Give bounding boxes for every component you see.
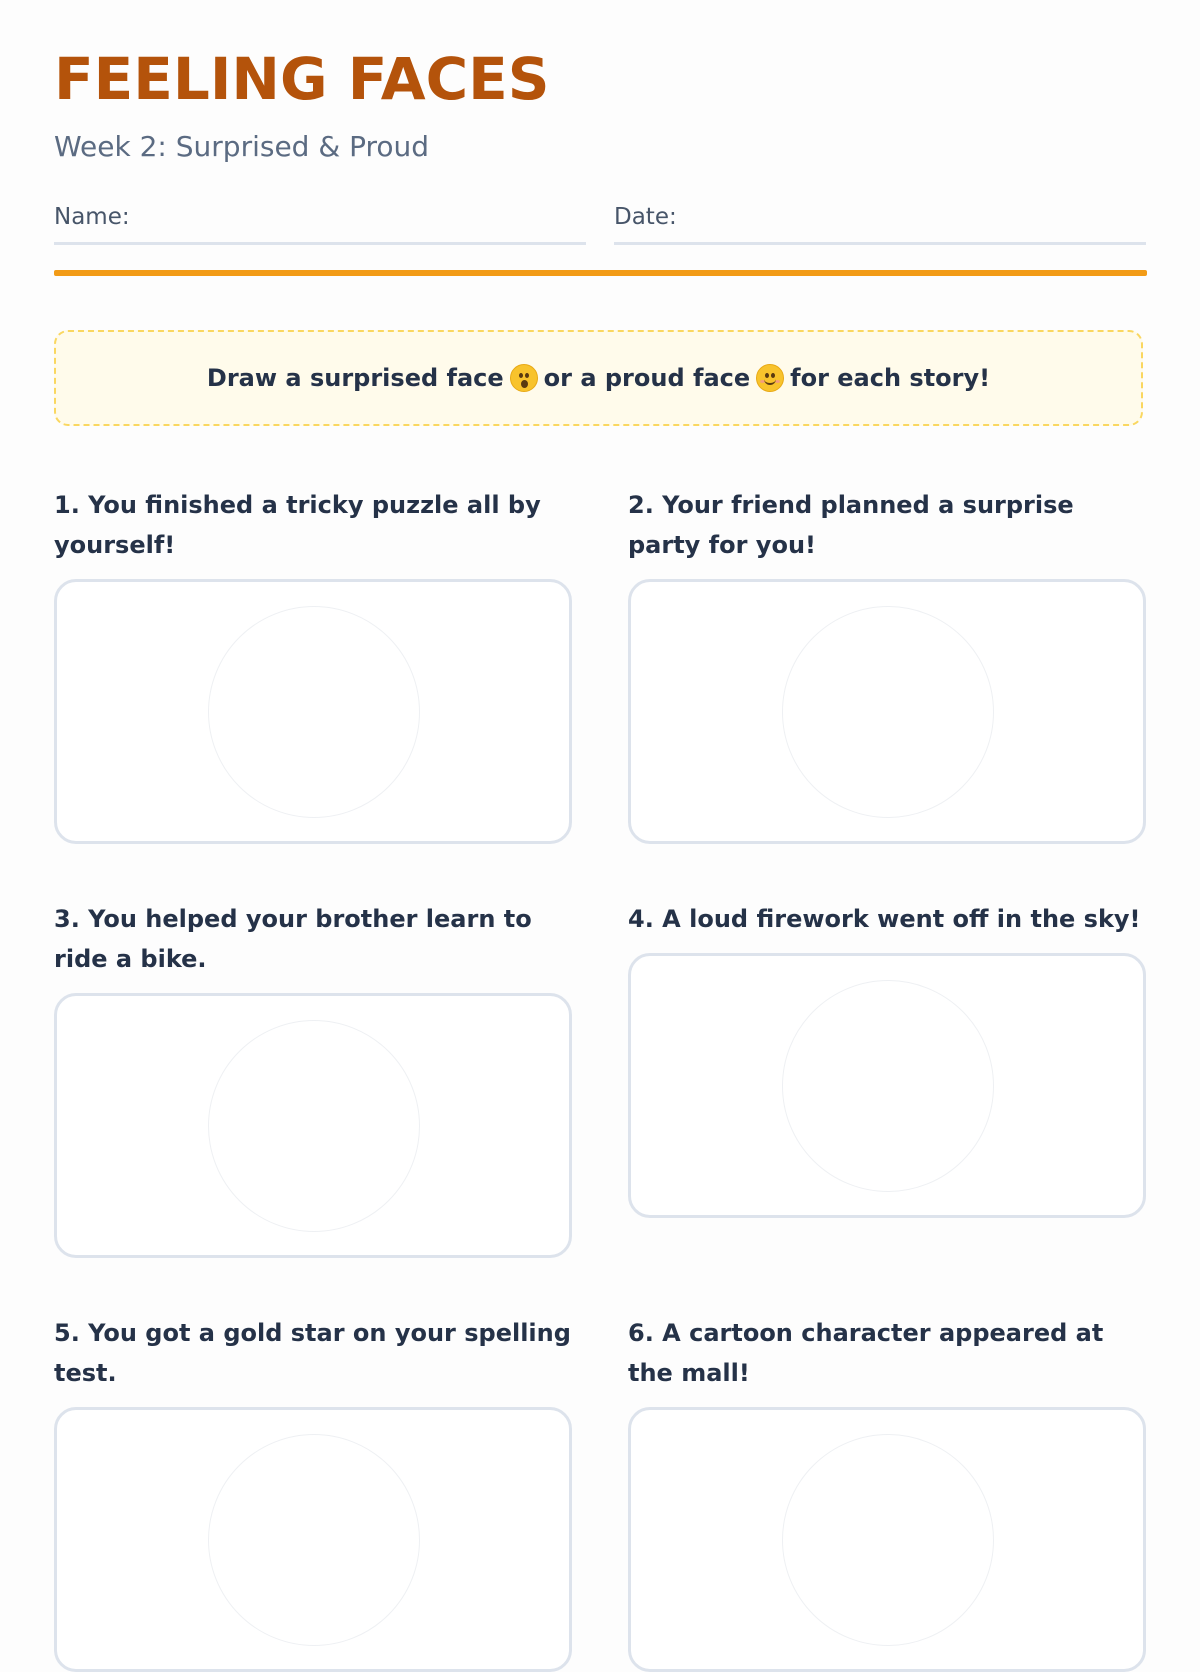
face-guide-circle bbox=[208, 1434, 420, 1646]
drawing-box[interactable] bbox=[628, 579, 1146, 844]
face-guide-circle bbox=[208, 606, 420, 818]
header-divider bbox=[54, 270, 1147, 276]
smiling-face-icon bbox=[756, 364, 784, 392]
story-prompt: 1. You finished a tricky puzzle all by yourself! bbox=[54, 491, 541, 559]
name-label: Name: bbox=[54, 204, 130, 230]
date-label: Date: bbox=[614, 204, 677, 230]
instructions-box bbox=[54, 330, 1143, 426]
story-item bbox=[54, 485, 572, 565]
page-subtitle: Week 2: Surprised & Proud bbox=[54, 130, 430, 163]
face-guide-circle bbox=[782, 1434, 994, 1646]
drawing-box[interactable] bbox=[628, 1407, 1146, 1672]
page-title: FEELING FACES bbox=[54, 45, 550, 113]
story-prompt: 3. You helped your brother learn to ride a bike. bbox=[54, 905, 532, 973]
drawing-box[interactable] bbox=[54, 993, 572, 1258]
story-prompt: 2. Your friend planned a surprise party for you! bbox=[628, 491, 1074, 559]
drawing-box[interactable] bbox=[54, 1407, 572, 1672]
story-prompt: 4. A loud firework went off in the sky! bbox=[628, 905, 1141, 933]
story-prompt: 5. You got a gold star on your spelling test. bbox=[54, 1319, 571, 1387]
surprised-face-icon bbox=[510, 364, 538, 392]
face-guide-circle bbox=[208, 1020, 420, 1232]
instructions-text-3: for each story! bbox=[790, 364, 991, 392]
story-item bbox=[54, 1313, 572, 1393]
story-item bbox=[628, 1313, 1146, 1393]
drawing-box[interactable] bbox=[54, 579, 572, 844]
face-guide-circle bbox=[782, 980, 994, 1192]
instructions-text-1: Draw a surprised face bbox=[206, 364, 504, 392]
drawing-box[interactable] bbox=[628, 953, 1146, 1218]
story-item bbox=[628, 899, 1146, 939]
name-field[interactable] bbox=[54, 206, 586, 245]
story-item bbox=[54, 899, 572, 979]
story-item bbox=[628, 485, 1146, 565]
date-field[interactable] bbox=[614, 206, 1146, 245]
face-guide-circle bbox=[782, 606, 994, 818]
instructions-text-2: or a proud face bbox=[543, 364, 751, 392]
story-prompt: 6. A cartoon character appeared at the mall! bbox=[628, 1319, 1104, 1387]
